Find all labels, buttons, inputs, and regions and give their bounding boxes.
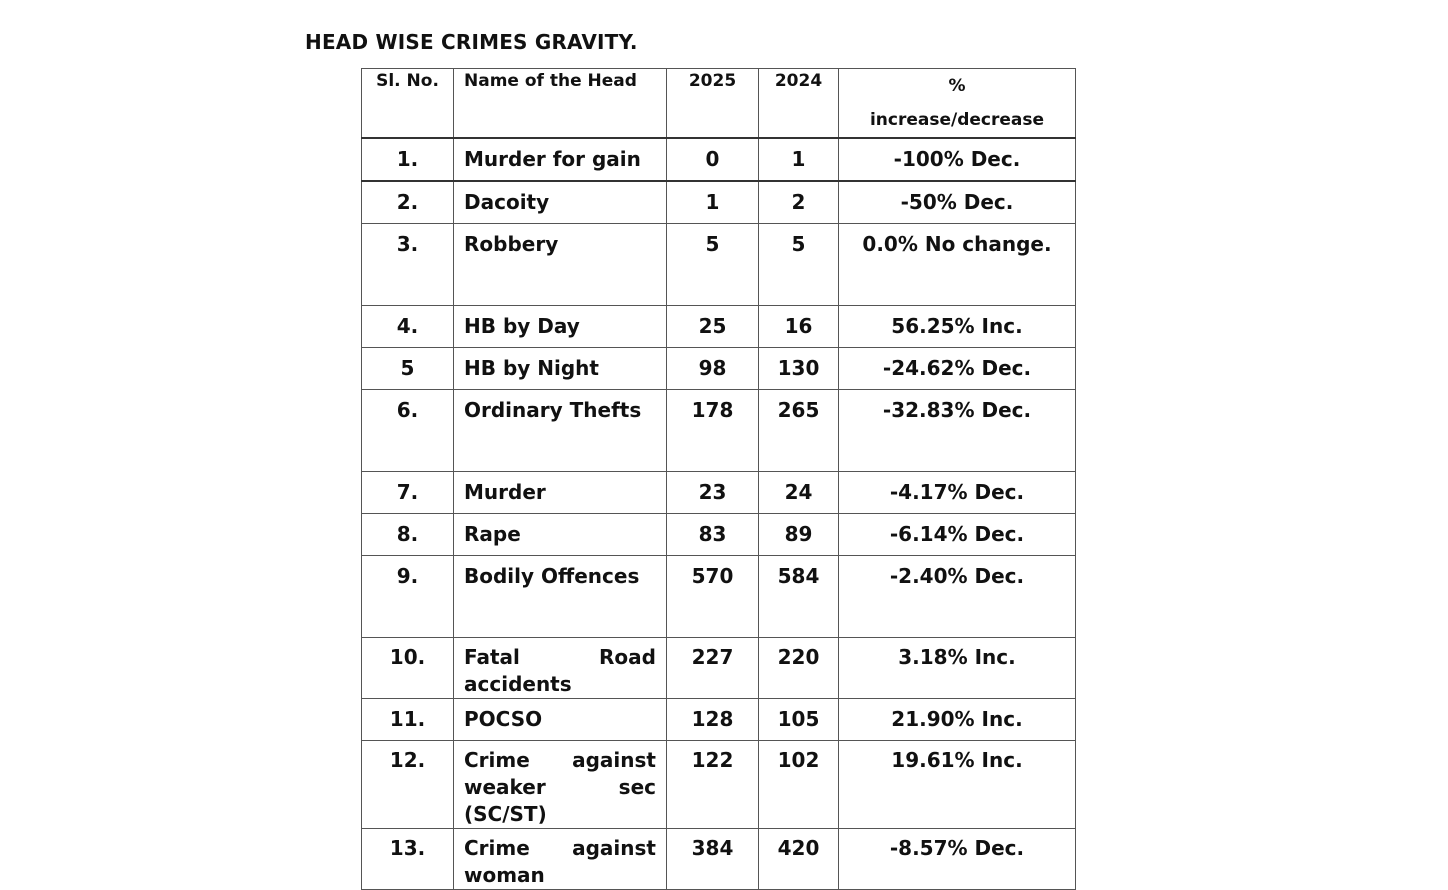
header-2025: 2025: [667, 69, 759, 139]
row-name-of-head: HB by Day: [454, 306, 667, 348]
row-sl-no: 5: [362, 348, 454, 390]
table-row: [362, 472, 1076, 514]
table-row: [362, 224, 1076, 306]
row-percent-change: 21.90% Inc.: [839, 699, 1076, 741]
row-percent-change: -8.57% Dec.: [839, 829, 1076, 890]
table-row: [362, 390, 1076, 472]
header-name-of-head: Name of the Head: [454, 69, 667, 139]
row-name-of-head: Crime against weaker sec (SC/ST): [454, 741, 667, 829]
row-name-of-head: HB by Night: [454, 348, 667, 390]
row-value-2025: 98: [667, 348, 759, 390]
header-2024: 2024: [759, 69, 839, 139]
row-sl-no: 1.: [362, 138, 454, 181]
row-percent-change: 0.0% No change.: [839, 224, 1076, 306]
row-value-2025: 122: [667, 741, 759, 829]
table-row: [362, 138, 1076, 181]
row-value-2025: 178: [667, 390, 759, 472]
row-percent-change: 3.18% Inc.: [839, 638, 1076, 699]
row-sl-no: 6.: [362, 390, 454, 472]
row-percent-change: -4.17% Dec.: [839, 472, 1076, 514]
row-value-2025: 5: [667, 224, 759, 306]
row-value-2025: 25: [667, 306, 759, 348]
row-name-of-head: Ordinary Thefts: [454, 390, 667, 472]
row-value-2025: 83: [667, 514, 759, 556]
row-name-of-head: Fatal Road accidents: [454, 638, 667, 699]
row-value-2025: 128: [667, 699, 759, 741]
row-sl-no: 13.: [362, 829, 454, 890]
row-sl-no: 7.: [362, 472, 454, 514]
table-row: [362, 181, 1076, 224]
row-sl-no: 11.: [362, 699, 454, 741]
row-value-2024: 16: [759, 306, 839, 348]
row-value-2024: 2: [759, 181, 839, 224]
row-value-2024: 1: [759, 138, 839, 181]
header-percent-label: increase/decrease: [869, 110, 1045, 130]
table-row: [362, 556, 1076, 638]
row-name-of-head: Dacoity: [454, 181, 667, 224]
table-row: [362, 699, 1076, 741]
row-value-2024: 102: [759, 741, 839, 829]
row-percent-change: -32.83% Dec.: [839, 390, 1076, 472]
row-value-2024: 584: [759, 556, 839, 638]
row-percent-change: 56.25% Inc.: [839, 306, 1076, 348]
row-name-of-head: Rape: [454, 514, 667, 556]
row-value-2024: 5: [759, 224, 839, 306]
row-value-2024: 24: [759, 472, 839, 514]
row-name-of-head: Robbery: [454, 224, 667, 306]
header-sl-no: Sl. No.: [362, 69, 454, 139]
header-percent-change: [839, 69, 1076, 139]
row-percent-change: -6.14% Dec.: [839, 514, 1076, 556]
row-name-of-head: Murder: [454, 472, 667, 514]
header-percent-symbol: %: [948, 76, 966, 96]
document-title: HEAD WISE CRIMES GRAVITY.: [305, 30, 638, 54]
table-row: [362, 306, 1076, 348]
table-row: [362, 514, 1076, 556]
row-value-2024: 130: [759, 348, 839, 390]
row-sl-no: 10.: [362, 638, 454, 699]
row-value-2025: 227: [667, 638, 759, 699]
row-sl-no: 12.: [362, 741, 454, 829]
row-name-of-head: Bodily Offences: [454, 556, 667, 638]
row-value-2025: 384: [667, 829, 759, 890]
row-value-2024: 420: [759, 829, 839, 890]
row-name-of-head: Murder for gain: [454, 138, 667, 181]
row-value-2025: 0: [667, 138, 759, 181]
row-percent-change: -50% Dec.: [839, 181, 1076, 224]
crimes-gravity-table: [361, 68, 1076, 890]
row-value-2024: 105: [759, 699, 839, 741]
row-value-2025: 570: [667, 556, 759, 638]
row-sl-no: 9.: [362, 556, 454, 638]
row-name-of-head: POCSO: [454, 699, 667, 741]
row-percent-change: 19.61% Inc.: [839, 741, 1076, 829]
table-row: [362, 829, 1076, 890]
row-value-2024: 220: [759, 638, 839, 699]
row-sl-no: 8.: [362, 514, 454, 556]
table-row: [362, 348, 1076, 390]
table-row: [362, 638, 1076, 699]
row-percent-change: -24.62% Dec.: [839, 348, 1076, 390]
row-sl-no: 2.: [362, 181, 454, 224]
row-value-2024: 265: [759, 390, 839, 472]
row-percent-change: -100% Dec.: [839, 138, 1076, 181]
row-value-2025: 1: [667, 181, 759, 224]
table-row: [362, 741, 1076, 829]
row-sl-no: 4.: [362, 306, 454, 348]
row-value-2024: 89: [759, 514, 839, 556]
row-sl-no: 3.: [362, 224, 454, 306]
row-value-2025: 23: [667, 472, 759, 514]
row-name-of-head: Crime against woman: [454, 829, 667, 890]
row-percent-change: -2.40% Dec.: [839, 556, 1076, 638]
table-header-row: [362, 69, 1076, 139]
